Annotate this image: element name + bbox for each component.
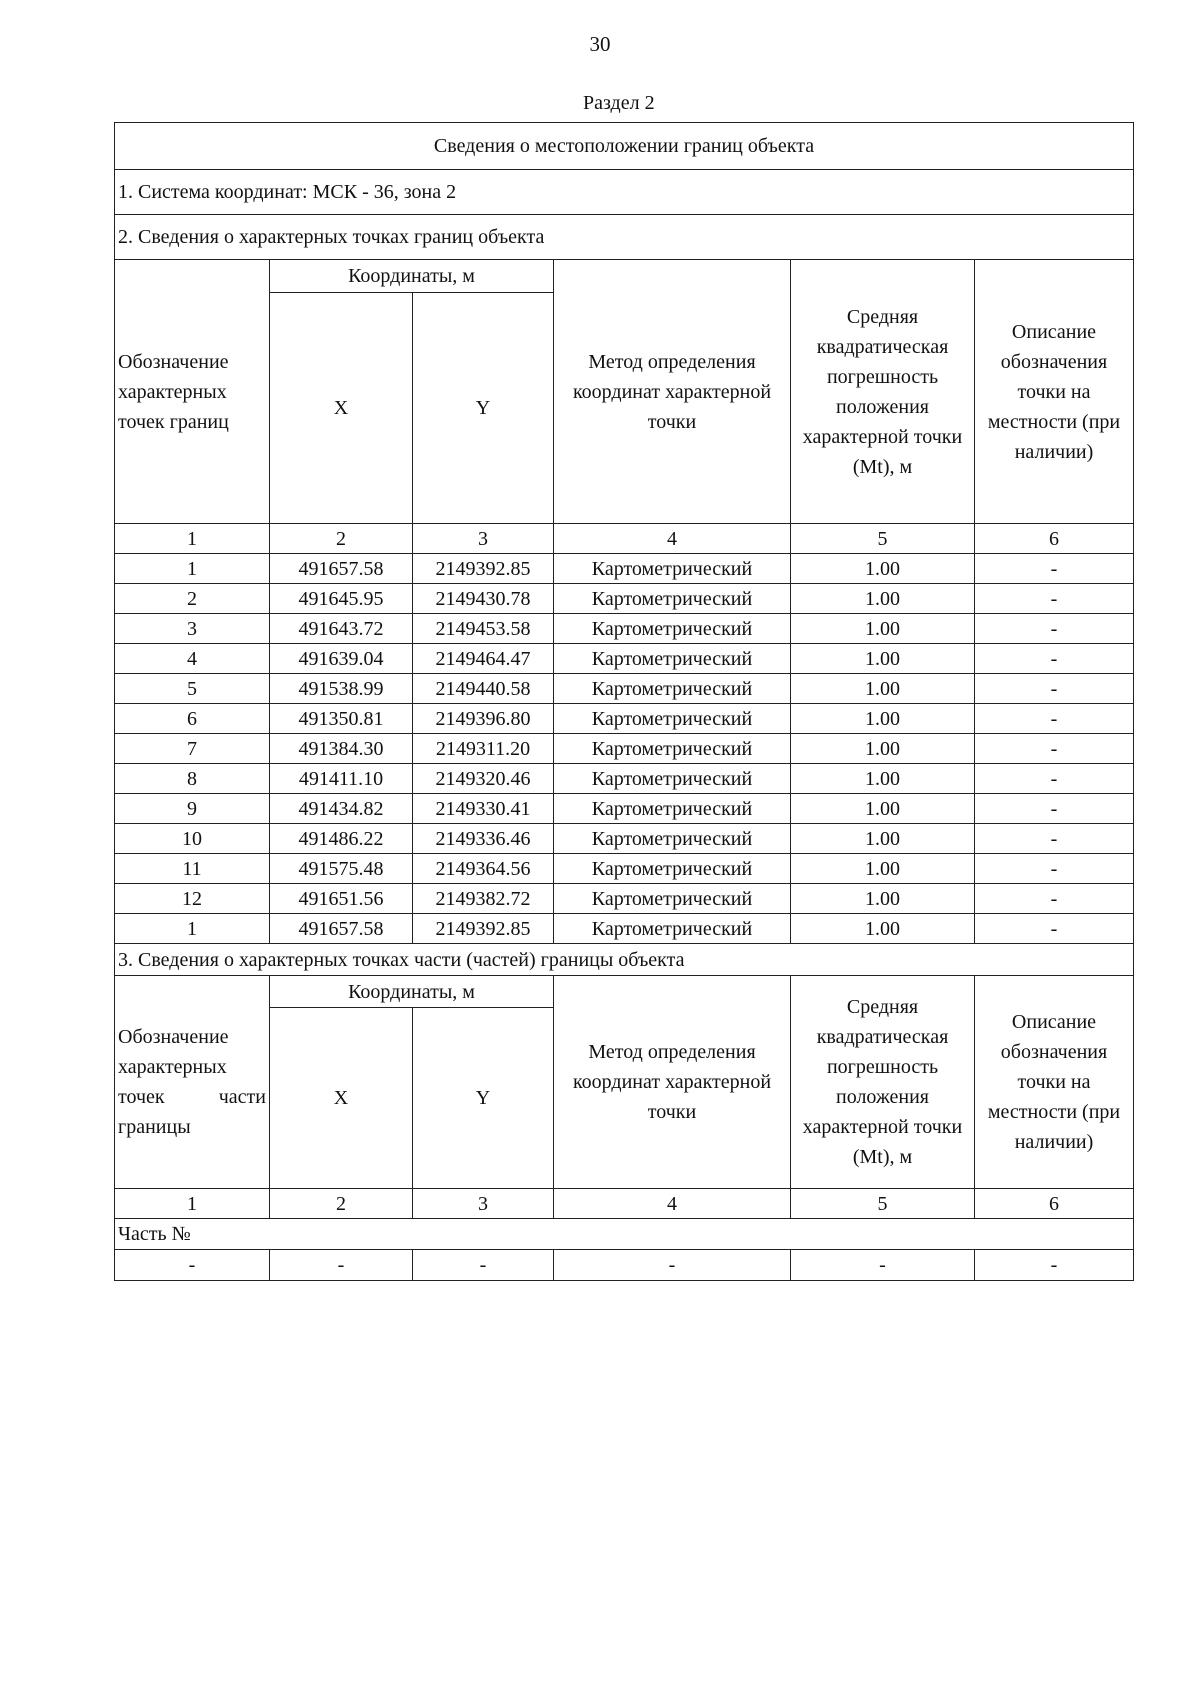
col6-header-part: Описание обозначения точки на местности (при наличии) bbox=[975, 976, 1134, 1189]
col1-header: Обозначение характерных точек границ bbox=[115, 260, 270, 524]
table-row bbox=[115, 674, 1134, 704]
method: Картометрический bbox=[554, 704, 791, 734]
point-number: 1 bbox=[115, 914, 270, 944]
method: Картометрический bbox=[554, 584, 791, 614]
mt-value: 1.00 bbox=[791, 734, 975, 764]
column-number: 1 bbox=[115, 1189, 270, 1219]
point-description: - bbox=[975, 764, 1134, 794]
table-row bbox=[115, 914, 1134, 944]
point-description: - bbox=[975, 884, 1134, 914]
section3-title: 3. Сведения о характерных точках части (частей) границы объекта bbox=[115, 944, 1134, 976]
coord-y: 2149392.85 bbox=[413, 914, 554, 944]
point-number: 1 bbox=[115, 554, 270, 584]
column-number: 1 bbox=[115, 524, 270, 554]
method: Картометрический bbox=[554, 644, 791, 674]
part-cell: - bbox=[975, 1250, 1134, 1281]
method: Картометрический bbox=[554, 824, 791, 854]
point-number: 4 bbox=[115, 644, 270, 674]
part-cell: - bbox=[270, 1250, 413, 1281]
column-numbers-row-part bbox=[115, 1189, 1134, 1219]
column-number: 4 bbox=[554, 1189, 791, 1219]
part-cell: - bbox=[413, 1250, 554, 1281]
table-row bbox=[115, 824, 1134, 854]
col1-header-part-line1: Обозначение характерных bbox=[118, 1026, 229, 1078]
column-number: 6 bbox=[975, 524, 1134, 554]
mt-value: 1.00 bbox=[791, 554, 975, 584]
column-numbers-row bbox=[115, 524, 1134, 554]
point-number: 9 bbox=[115, 794, 270, 824]
section2-title: 2. Сведения о характерных точках границ объекта bbox=[115, 215, 1134, 260]
col4-header: Метод определения координат характерной точки bbox=[554, 260, 791, 524]
coords-header: Координаты, м bbox=[270, 260, 554, 293]
method: Картометрический bbox=[554, 884, 791, 914]
boundary-table bbox=[114, 122, 1134, 1281]
part-cell: - bbox=[554, 1250, 791, 1281]
section-label: Раздел 2 bbox=[583, 92, 655, 114]
table-row bbox=[115, 554, 1134, 584]
mt-value: 1.00 bbox=[791, 644, 975, 674]
col1-header-part-word1: точек bbox=[118, 1086, 165, 1108]
table-title: Сведения о местоположении границ объекта bbox=[115, 123, 1134, 170]
point-description: - bbox=[975, 614, 1134, 644]
point-number: 10 bbox=[115, 824, 270, 854]
coord-x: 491643.72 bbox=[270, 614, 413, 644]
coord-x: 491657.58 bbox=[270, 554, 413, 584]
method: Картометрический bbox=[554, 914, 791, 944]
column-number: 5 bbox=[791, 524, 975, 554]
part-cell: - bbox=[115, 1250, 270, 1281]
col6-header: Описание обозначения точки на местности (при наличии) bbox=[975, 260, 1134, 524]
method: Картометрический bbox=[554, 614, 791, 644]
mt-value: 1.00 bbox=[791, 614, 975, 644]
point-number: 8 bbox=[115, 764, 270, 794]
coord-x: 491645.95 bbox=[270, 584, 413, 614]
part-label: Часть № bbox=[115, 1219, 1134, 1250]
coord-x: 491639.04 bbox=[270, 644, 413, 674]
coord-y: 2149320.46 bbox=[413, 764, 554, 794]
coord-y: 2149453.58 bbox=[413, 614, 554, 644]
table-row bbox=[115, 704, 1134, 734]
mt-value: 1.00 bbox=[791, 764, 975, 794]
coord-x: 491411.10 bbox=[270, 764, 413, 794]
coord-x: 491486.22 bbox=[270, 824, 413, 854]
coord-y: 2149364.56 bbox=[413, 854, 554, 884]
column-number: 3 bbox=[413, 524, 554, 554]
point-description: - bbox=[975, 554, 1134, 584]
coordinate-system: 1. Система координат: МСК - 36, зона 2 bbox=[115, 170, 1134, 215]
mt-value: 1.00 bbox=[791, 854, 975, 884]
column-number: 6 bbox=[975, 1189, 1134, 1219]
col1-header-part bbox=[115, 976, 270, 1189]
col-y-header-part: Y bbox=[413, 1008, 554, 1189]
column-number: 4 bbox=[554, 524, 791, 554]
table-row bbox=[115, 644, 1134, 674]
col1-header-part-line3: границы bbox=[118, 1116, 191, 1138]
point-number: 2 bbox=[115, 584, 270, 614]
point-description: - bbox=[975, 914, 1134, 944]
coord-x: 491350.81 bbox=[270, 704, 413, 734]
mt-value: 1.00 bbox=[791, 884, 975, 914]
mt-value: 1.00 bbox=[791, 824, 975, 854]
col-x-header: X bbox=[270, 293, 413, 524]
coord-y: 2149392.85 bbox=[413, 554, 554, 584]
table-row bbox=[115, 614, 1134, 644]
col-y-header: Y bbox=[413, 293, 554, 524]
table-row bbox=[115, 734, 1134, 764]
table-row bbox=[115, 854, 1134, 884]
mt-value: 1.00 bbox=[791, 704, 975, 734]
coord-y: 2149382.72 bbox=[413, 884, 554, 914]
table-row bbox=[115, 794, 1134, 824]
column-number: 3 bbox=[413, 1189, 554, 1219]
coord-x: 491538.99 bbox=[270, 674, 413, 704]
coord-y: 2149330.41 bbox=[413, 794, 554, 824]
coord-x: 491575.48 bbox=[270, 854, 413, 884]
point-description: - bbox=[975, 584, 1134, 614]
method: Картометрический bbox=[554, 734, 791, 764]
point-number: 6 bbox=[115, 704, 270, 734]
column-number: 5 bbox=[791, 1189, 975, 1219]
method: Картометрический bbox=[554, 554, 791, 584]
col5-header: Средняя квадратическая погрешность положения характерной точки (Mt), м bbox=[791, 260, 975, 524]
coord-x: 491651.56 bbox=[270, 884, 413, 914]
table-row bbox=[115, 884, 1134, 914]
part-cell: - bbox=[791, 1250, 975, 1281]
point-number: 11 bbox=[115, 854, 270, 884]
coord-y: 2149396.80 bbox=[413, 704, 554, 734]
point-number: 7 bbox=[115, 734, 270, 764]
column-number: 2 bbox=[270, 1189, 413, 1219]
point-description: - bbox=[975, 854, 1134, 884]
point-description: - bbox=[975, 704, 1134, 734]
point-description: - bbox=[975, 674, 1134, 704]
point-number: 12 bbox=[115, 884, 270, 914]
mt-value: 1.00 bbox=[791, 584, 975, 614]
col4-header-part: Метод определения координат характерной точки bbox=[554, 976, 791, 1189]
method: Картометрический bbox=[554, 794, 791, 824]
coord-y: 2149440.58 bbox=[413, 674, 554, 704]
point-number: 3 bbox=[115, 614, 270, 644]
point-description: - bbox=[975, 824, 1134, 854]
coord-x: 491657.58 bbox=[270, 914, 413, 944]
coords-header-part: Координаты, м bbox=[270, 976, 554, 1008]
column-number: 2 bbox=[270, 524, 413, 554]
point-description: - bbox=[975, 794, 1134, 824]
coord-y: 2149311.20 bbox=[413, 734, 554, 764]
point-number: 5 bbox=[115, 674, 270, 704]
coord-x: 491434.82 bbox=[270, 794, 413, 824]
coord-y: 2149336.46 bbox=[413, 824, 554, 854]
method: Картометрический bbox=[554, 674, 791, 704]
method: Картометрический bbox=[554, 764, 791, 794]
col1-header-part-line2 bbox=[118, 1082, 266, 1112]
mt-value: 1.00 bbox=[791, 914, 975, 944]
mt-value: 1.00 bbox=[791, 794, 975, 824]
coord-y: 2149430.78 bbox=[413, 584, 554, 614]
col1-header-part-word2: части bbox=[218, 1086, 266, 1108]
col5-header-part: Средняя квадратическая погрешность положения характерной точки (Mt), м bbox=[791, 976, 975, 1189]
point-description: - bbox=[975, 644, 1134, 674]
table-row bbox=[115, 764, 1134, 794]
page-number: 30 bbox=[589, 32, 611, 56]
part-row bbox=[115, 1250, 1134, 1281]
mt-value: 1.00 bbox=[791, 674, 975, 704]
coord-x: 491384.30 bbox=[270, 734, 413, 764]
point-description: - bbox=[975, 734, 1134, 764]
coord-y: 2149464.47 bbox=[413, 644, 554, 674]
method: Картометрический bbox=[554, 854, 791, 884]
col-x-header-part: X bbox=[270, 1008, 413, 1189]
table-row bbox=[115, 584, 1134, 614]
